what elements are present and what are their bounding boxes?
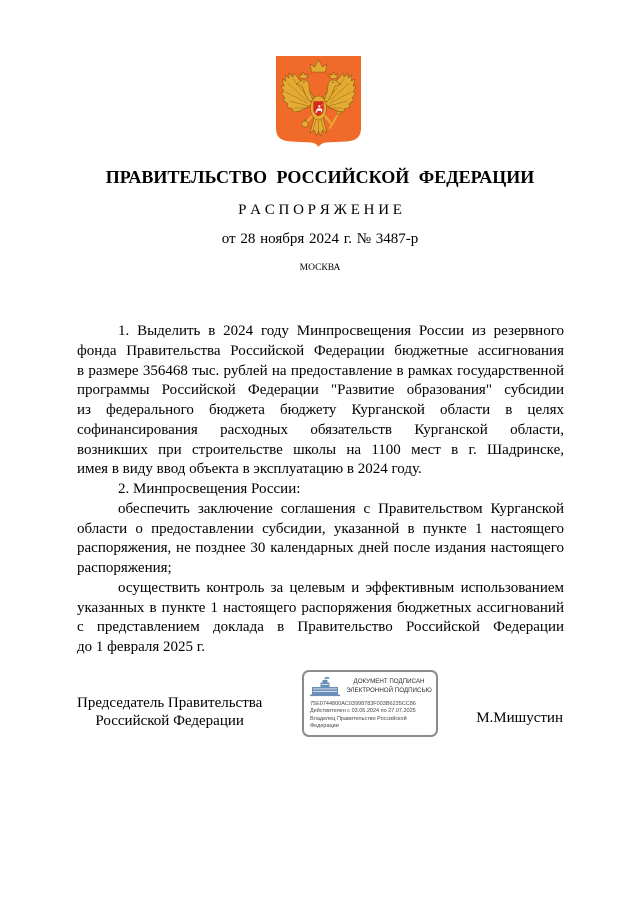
body-line-text: распоряжения; — [77, 560, 172, 576]
body-line — [77, 342, 564, 362]
body-line — [77, 421, 564, 441]
document-city: МОСКВА — [299, 263, 341, 273]
stamp-details — [310, 701, 416, 730]
body-line-text: обеспечить заключение соглашения с Правительством Курганской — [118, 500, 564, 517]
body-line-text: с представлением доклада в Правительство Российской Федерации — [77, 619, 564, 636]
paragraph-2 — [77, 480, 564, 500]
document-date-number: от 28 ноября 2024 г. № 3487-р — [221, 231, 419, 247]
signatory-name: М.Мишустин — [476, 710, 563, 726]
body-line — [77, 441, 564, 461]
body-line-text: софинансирования расходных обязательств Курганской области, — [77, 421, 564, 438]
document-body — [77, 322, 564, 658]
body-line-text: возникших при строительстве школы на 1100 мест в г. Шадринске, — [77, 441, 564, 458]
body-line — [77, 599, 564, 619]
body-line-text: области о предоставлении субсидии, указанной в пункте 1 настоящего — [77, 520, 564, 537]
electronic-signature-stamp — [302, 670, 438, 737]
body-line-text: указанных в пункте 1 настоящего распоряжения бюджетных ассигнований — [77, 599, 564, 616]
certificate-owner: Владелец Правительство Российской — [310, 715, 407, 722]
body-line-text: до 1 февраля 2025 г. — [77, 639, 205, 655]
paragraph-3 — [77, 500, 564, 579]
body-line — [77, 559, 564, 579]
body-line-text: 2. Минпросвещения России: — [118, 481, 301, 497]
body-line-text: из федерального бюджета бюджету Курганской области в целях — [77, 402, 564, 418]
body-line-text: имея в виду ввод объекта в эксплуатацию в 2024 году. — [77, 461, 422, 478]
document-type: Р А С П О Р Я Ж Е Н И Е — [238, 202, 402, 218]
body-line — [77, 539, 564, 559]
body-line-text: фонда Правительства Российской Федерации бюджетные ассигнования — [77, 342, 564, 359]
paragraph-1 — [77, 322, 564, 480]
body-line-text: программы Российской Федерации "Развитие образования" субсидии — [77, 382, 564, 399]
body-line-text: в размере 356468 тыс. рублей на предоставление в рамках государственной — [77, 362, 564, 379]
body-line-text: распоряжения, не позднее 30 календарных дней после издания настоящего — [77, 540, 564, 557]
body-line — [77, 520, 564, 540]
coat-of-arms-icon — [276, 56, 361, 147]
body-line-text: 1. Выделить в 2024 году Минпросвещения России из резервного — [118, 323, 564, 339]
stamp-title — [346, 677, 432, 695]
stamp-title-line: ЭЛЕКТРОННОЙ ПОДПИСЬЮ — [346, 687, 432, 694]
body-line — [77, 638, 564, 658]
body-line — [77, 362, 564, 382]
certificate-serial: 75E0744800AC03998783F003B6235CC86 — [310, 701, 416, 707]
body-line — [77, 500, 564, 520]
certificate-owner: Федерации — [310, 722, 339, 729]
signatory-position-line: Российской Федерации — [95, 713, 244, 729]
body-line — [77, 460, 564, 480]
body-line — [77, 579, 564, 599]
body-line — [77, 480, 564, 500]
body-line — [77, 322, 564, 342]
body-line — [77, 401, 564, 421]
government-building-icon — [310, 677, 340, 697]
body-line-text: осуществить контроль за целевым и эффективным использованием — [118, 579, 564, 596]
stamp-title-line: ДОКУМЕНТ ПОДПИСАН — [353, 678, 425, 685]
signatory-position — [77, 694, 262, 730]
body-line — [77, 618, 564, 638]
certificate-validity: Действителен с 03.05.2024 по 27.07.2025 — [310, 708, 416, 715]
paragraph-4 — [77, 579, 564, 658]
emblem-orb — [302, 121, 308, 127]
body-line — [77, 381, 564, 401]
issuing-authority-title: ПРАВИТЕЛЬСТВО РОССИЙСКОЙ ФЕДЕРАЦИИ — [105, 167, 535, 187]
emblem-scepter-top — [337, 111, 340, 114]
signatory-position-line: Председатель Правительства — [77, 695, 263, 711]
